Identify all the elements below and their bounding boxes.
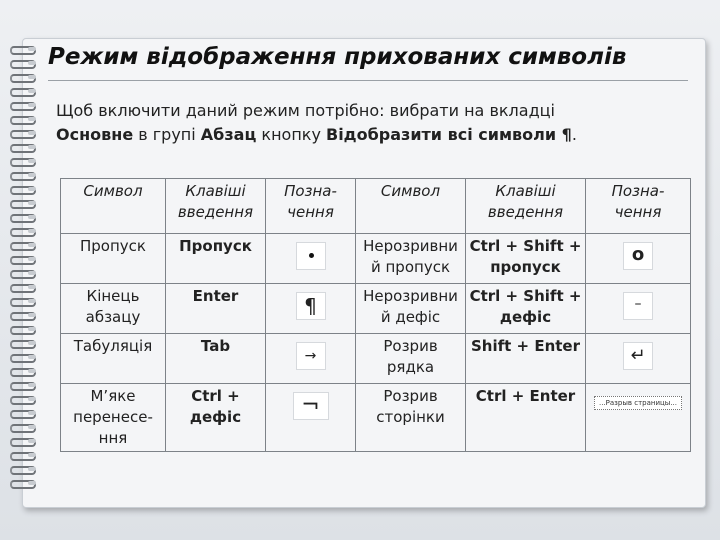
binding-ring bbox=[10, 212, 38, 222]
cell-keys: Пропуск bbox=[166, 234, 266, 284]
binding-ring bbox=[10, 450, 38, 460]
hidden-symbols-table bbox=[60, 178, 691, 452]
binding-ring bbox=[10, 422, 38, 432]
intro-end: . bbox=[571, 125, 577, 144]
cell-symbol: Розрив сторінки bbox=[356, 384, 466, 452]
binding-ring bbox=[10, 128, 38, 138]
cell-symbol: Кінець абзацу bbox=[61, 284, 166, 334]
dot-icon bbox=[296, 242, 326, 270]
binding-ring bbox=[10, 380, 38, 390]
intro-line1: Щоб включити даний режим потрібно: вибрати на вкладці bbox=[56, 101, 555, 120]
binding-ring bbox=[10, 478, 38, 488]
cell-keys: Ctrl + дефіс bbox=[166, 384, 266, 452]
header-keys-2: Клавіші введення bbox=[466, 179, 586, 234]
binding-ring bbox=[10, 408, 38, 418]
cell-mark bbox=[586, 334, 691, 384]
intro-mid1: в групі bbox=[133, 125, 201, 144]
cell-mark bbox=[586, 234, 691, 284]
cell-symbol: Нерозривни й дефіс bbox=[356, 284, 466, 334]
binding-ring bbox=[10, 296, 38, 306]
intro-bold-button: Відобразити всі символи ¶ bbox=[326, 125, 572, 144]
spiral-binding bbox=[10, 44, 40, 494]
intro-paragraph bbox=[56, 99, 696, 147]
binding-ring bbox=[10, 72, 38, 82]
binding-ring bbox=[10, 100, 38, 110]
cell-symbol: М’яке перенесе-ння bbox=[61, 384, 166, 452]
cell-mark bbox=[586, 384, 691, 452]
cell-symbol: Табуляція bbox=[61, 334, 166, 384]
line-break-icon: ↵ bbox=[623, 342, 653, 370]
table-row bbox=[61, 234, 691, 284]
header-keys: Клавіші введення bbox=[166, 179, 266, 234]
binding-ring bbox=[10, 114, 38, 124]
binding-ring bbox=[10, 226, 38, 236]
binding-ring bbox=[10, 44, 38, 54]
pilcrow-icon: ¶ bbox=[296, 292, 326, 320]
table-header-row bbox=[61, 179, 691, 234]
binding-ring bbox=[10, 58, 38, 68]
header-mark: Позна-чення bbox=[266, 179, 356, 234]
cell-keys: Ctrl + Enter bbox=[466, 384, 586, 452]
header-mark-2: Позна-чення bbox=[586, 179, 691, 234]
dash-icon: – bbox=[623, 292, 653, 320]
table-row bbox=[61, 384, 691, 452]
cell-keys: Ctrl + Shift + дефіс bbox=[466, 284, 586, 334]
page-break-icon: ...Разрыв страницы... bbox=[594, 396, 682, 410]
binding-ring bbox=[10, 338, 38, 348]
cell-mark bbox=[266, 284, 356, 334]
binding-ring bbox=[10, 282, 38, 292]
cell-keys: Tab bbox=[166, 334, 266, 384]
intro-mid2: кнопку bbox=[256, 125, 326, 144]
binding-ring bbox=[10, 436, 38, 446]
table-row bbox=[61, 334, 691, 384]
cell-mark bbox=[266, 234, 356, 284]
binding-ring bbox=[10, 352, 38, 362]
header-symbol: Символ bbox=[61, 179, 166, 234]
binding-ring bbox=[10, 310, 38, 320]
binding-ring bbox=[10, 324, 38, 334]
title-divider bbox=[48, 80, 688, 81]
binding-ring bbox=[10, 464, 38, 474]
cell-keys: Enter bbox=[166, 284, 266, 334]
binding-ring bbox=[10, 198, 38, 208]
binding-ring bbox=[10, 366, 38, 376]
not-sign-icon: ¬ bbox=[293, 392, 329, 420]
intro-bold-group: Абзац bbox=[200, 125, 257, 144]
binding-ring bbox=[10, 142, 38, 152]
cell-mark bbox=[266, 384, 356, 452]
binding-ring bbox=[10, 240, 38, 250]
cell-keys: Ctrl + Shift + пропуск bbox=[466, 234, 586, 284]
binding-ring bbox=[10, 156, 38, 166]
binding-ring bbox=[10, 86, 38, 96]
binding-ring bbox=[10, 184, 38, 194]
binding-ring bbox=[10, 268, 38, 278]
cell-symbol: Розрив рядка bbox=[356, 334, 466, 384]
table-row bbox=[61, 284, 691, 334]
header-symbol-2: Символ bbox=[356, 179, 466, 234]
degree-icon: o bbox=[623, 242, 653, 270]
binding-ring bbox=[10, 254, 38, 264]
cell-mark bbox=[586, 284, 691, 334]
cell-symbol: Нерозривни й пропуск bbox=[356, 234, 466, 284]
intro-bold-tab: Основне bbox=[56, 125, 134, 144]
binding-ring bbox=[10, 394, 38, 404]
cell-symbol: Пропуск bbox=[61, 234, 166, 284]
page-title: Режим відображення прихованих символів bbox=[48, 44, 627, 70]
cell-keys: Shift + Enter bbox=[466, 334, 586, 384]
cell-mark bbox=[266, 334, 356, 384]
binding-ring bbox=[10, 170, 38, 180]
tab-arrow-icon: → bbox=[296, 342, 326, 370]
